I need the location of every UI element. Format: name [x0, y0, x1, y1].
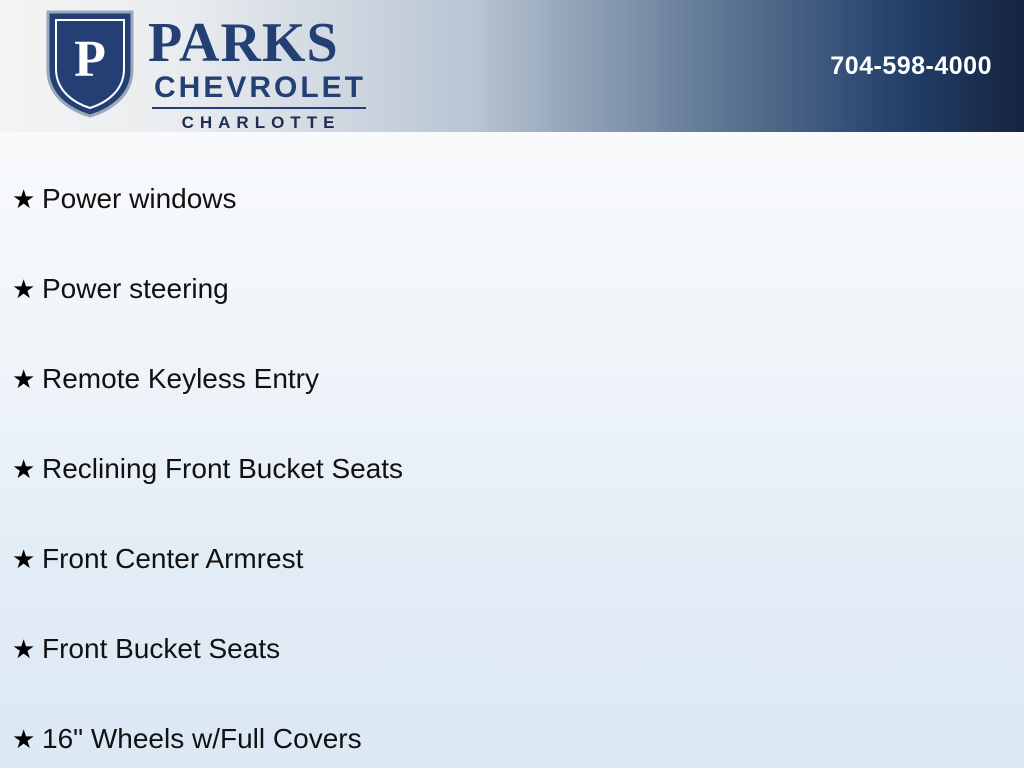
feature-label: Reclining Front Bucket Seats: [42, 453, 404, 484]
feature-label: Front Bucket Seats: [42, 633, 281, 664]
star-icon: ★: [12, 184, 36, 214]
list-item: [0, 604, 1024, 694]
feature-list: [0, 132, 1024, 784]
star-icon: ★: [12, 634, 36, 664]
feature-label: Front Center Armrest: [42, 543, 304, 574]
shield-icon: [44, 8, 136, 120]
star-icon: ★: [12, 274, 36, 304]
wordmark-divider: [152, 107, 366, 109]
dealer-phone[interactable]: 704-598-4000: [830, 52, 992, 80]
star-icon: ★: [12, 724, 36, 754]
feature-label: Power steering: [42, 273, 229, 304]
dealer-wordmark: [148, 8, 366, 132]
star-icon: ★: [12, 364, 36, 394]
feature-label: Remote Keyless Entry: [42, 363, 319, 394]
brand-city: CHARLOTTE: [181, 113, 341, 132]
brand-name: PARKS: [148, 12, 339, 74]
list-item: [0, 154, 1024, 244]
list-item: [0, 424, 1024, 514]
dealer-logo[interactable]: [44, 8, 366, 132]
list-item: [0, 514, 1024, 604]
list-item: [0, 244, 1024, 334]
star-icon: ★: [12, 544, 36, 574]
dealer-header: [0, 0, 1024, 132]
feature-label: 16" Wheels w/Full Covers: [42, 723, 362, 754]
shield-letter: P: [74, 31, 106, 88]
list-item: [0, 694, 1024, 784]
list-item: [0, 334, 1024, 424]
star-icon: ★: [12, 454, 36, 484]
brand-make: CHEVROLET: [154, 71, 367, 104]
feature-label: Power windows: [42, 183, 237, 214]
